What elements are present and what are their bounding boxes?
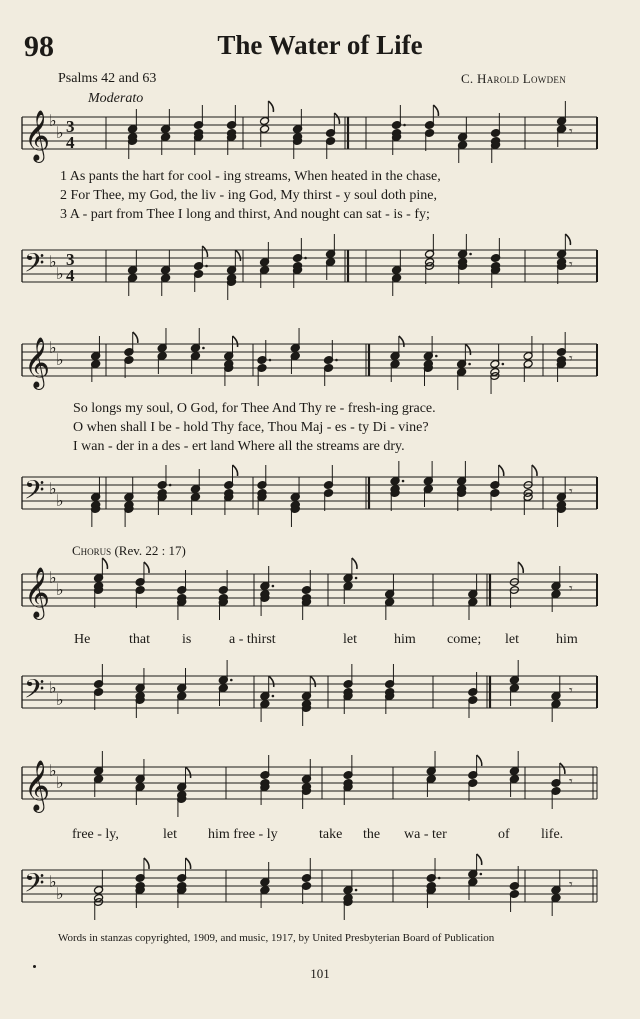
flat-icon: ♭ [49,479,57,498]
time-signature-top: 3 [66,250,75,269]
note-flag [233,465,238,476]
dot-icon [269,359,272,362]
music-notes [91,101,571,920]
rest-icon: 𝄾 [569,877,573,893]
dot-icon [272,695,275,698]
bass-clef-icon: 𝄢 [24,247,45,285]
note-flag [310,676,315,687]
chorus-word: the [363,827,381,842]
composer-credit: C. Harold Lowden [460,71,566,86]
chorus-word: free - ly, [72,827,119,842]
bass-clef-icon: 𝄢 [24,673,45,711]
chorus-label [72,543,186,559]
chorus-word: let [343,632,357,647]
dot-icon [435,355,438,358]
dot-icon [438,877,441,880]
note-flag [202,246,207,257]
note-flag [102,558,107,569]
note-flag [269,676,274,687]
note-flag [560,763,565,774]
copyright-footnote: Words in stanzas copyrighted, 1909, and music, 1917, by United Presbyterian Board of Publication [58,932,495,944]
treble-clef-icon: 𝄞 [24,110,51,161]
chorus-word: that [129,632,150,647]
verse-2-line-1: 2 For Thee, my God, the liv - ing God, My thirst - y soul doth pine, [60,188,437,203]
verse-2-line-2: O when shall I be - hold Thy face, Thou Maj - es - ty Di - vine? [73,420,429,435]
treble-clef-icon: 𝄞 [24,337,51,388]
hymn-number: 98 [24,30,54,63]
chorus-word: wa - ter [404,827,447,842]
rest-icon: 𝄾 [569,257,573,273]
flat-icon: ♭ [56,690,64,709]
note-flag [399,336,404,347]
treble-clef-icon: 𝄞 [24,567,51,618]
dot-icon [230,679,233,682]
dot-icon [335,359,338,362]
dot-icon [169,484,172,487]
flat-icon: ♭ [49,872,57,891]
note-flag [235,250,240,261]
note-flag [133,332,138,343]
chorus-word: him free - ly [208,827,278,842]
chorus-word: He [74,632,91,647]
page-number: 101 [310,966,330,981]
chorus-word: him [556,632,578,647]
flat-icon: ♭ [49,252,57,271]
chorus-word: let [163,827,177,842]
chorus-word: take [319,827,343,842]
note-flag [477,755,482,766]
dot-icon [355,889,358,892]
flat-icon: ♭ [49,678,57,697]
bass-clef-icon: 𝄢 [24,867,45,905]
flat-icon: ♭ [49,761,57,780]
note-flag [433,105,438,116]
note-flag [334,113,339,124]
note-flag [565,234,570,245]
note-flag [499,465,504,476]
chorus-word: of [498,827,510,842]
flat-icon: ♭ [49,111,57,130]
verse-1-line-2: So longs my soul, O God, for Thee And Thy re - fresh-ing grace. [73,401,436,416]
chorus-word: a - thirst [229,632,276,647]
chorus-heading: Chorus [72,543,112,558]
rest-icon: 𝄾 [569,581,573,597]
dot-icon [502,363,505,366]
flat-icon: ♭ [49,568,57,587]
hymn-title: The Water of Life [217,30,423,60]
verse-1-line-1: 1 As pants the hart for cool - ing streams, When heated in the chase, [60,169,441,184]
tempo-marking: Moderato [88,91,144,106]
note-flag [532,465,537,476]
scripture-reference: Psalms 42 and 63 [58,71,157,86]
note-flag [233,336,238,347]
rest-icon: 𝄾 [569,484,573,500]
dot-icon [202,347,205,350]
chorus-word: life. [541,827,564,842]
flat-icon: ♭ [56,773,64,792]
dot-icon [355,577,358,580]
dot-icon [480,873,483,876]
flat-icon: ♭ [56,123,64,142]
note-flag [268,101,273,112]
bass-clef-icon: 𝄢 [24,474,45,512]
flat-icon: ♭ [56,350,64,369]
dot-icon [304,257,307,260]
note-flag [477,854,482,865]
note-flag [144,562,149,573]
note-flag [186,767,191,778]
rest-icon: 𝄾 [569,774,573,790]
chorus-scripture: (Rev. 22 : 17) [111,543,186,558]
flat-icon: ♭ [56,491,64,510]
dot-icon [402,480,405,483]
time-signature-bottom: 4 [66,266,75,285]
chorus-word: let [505,632,519,647]
chorus-word: him [394,632,416,647]
time-signature-bottom: 4 [66,133,75,152]
rest-icon: 𝄾 [569,124,573,140]
dot-icon [205,265,208,268]
chorus-word: come; [447,632,482,647]
flat-icon: ♭ [56,264,64,283]
note-flag [465,344,470,355]
flat-icon: ♭ [56,580,64,599]
verse-3-line-1: 3 A - part from Thee I long and thirst, And nought can sat - is - fy; [60,207,430,222]
note-flag [352,558,357,569]
rest-icon: 𝄾 [569,683,573,699]
dot-icon [403,124,406,127]
flat-icon: ♭ [56,884,64,903]
dot-icon [468,363,471,366]
verse-3-line-2: I wan - der in a des - ert land Where all the streams are dry. [73,439,405,454]
dot-icon [272,585,275,588]
time-signature-top: 3 [66,117,75,136]
dot-icon [469,253,472,256]
note-flag [518,562,523,573]
note-flag [144,858,149,869]
rest-icon: 𝄾 [569,351,573,367]
flat-icon: ♭ [49,338,57,357]
treble-clef-icon: 𝄞 [24,760,51,811]
chorus-word: is [182,632,192,647]
note-flag [186,858,191,869]
